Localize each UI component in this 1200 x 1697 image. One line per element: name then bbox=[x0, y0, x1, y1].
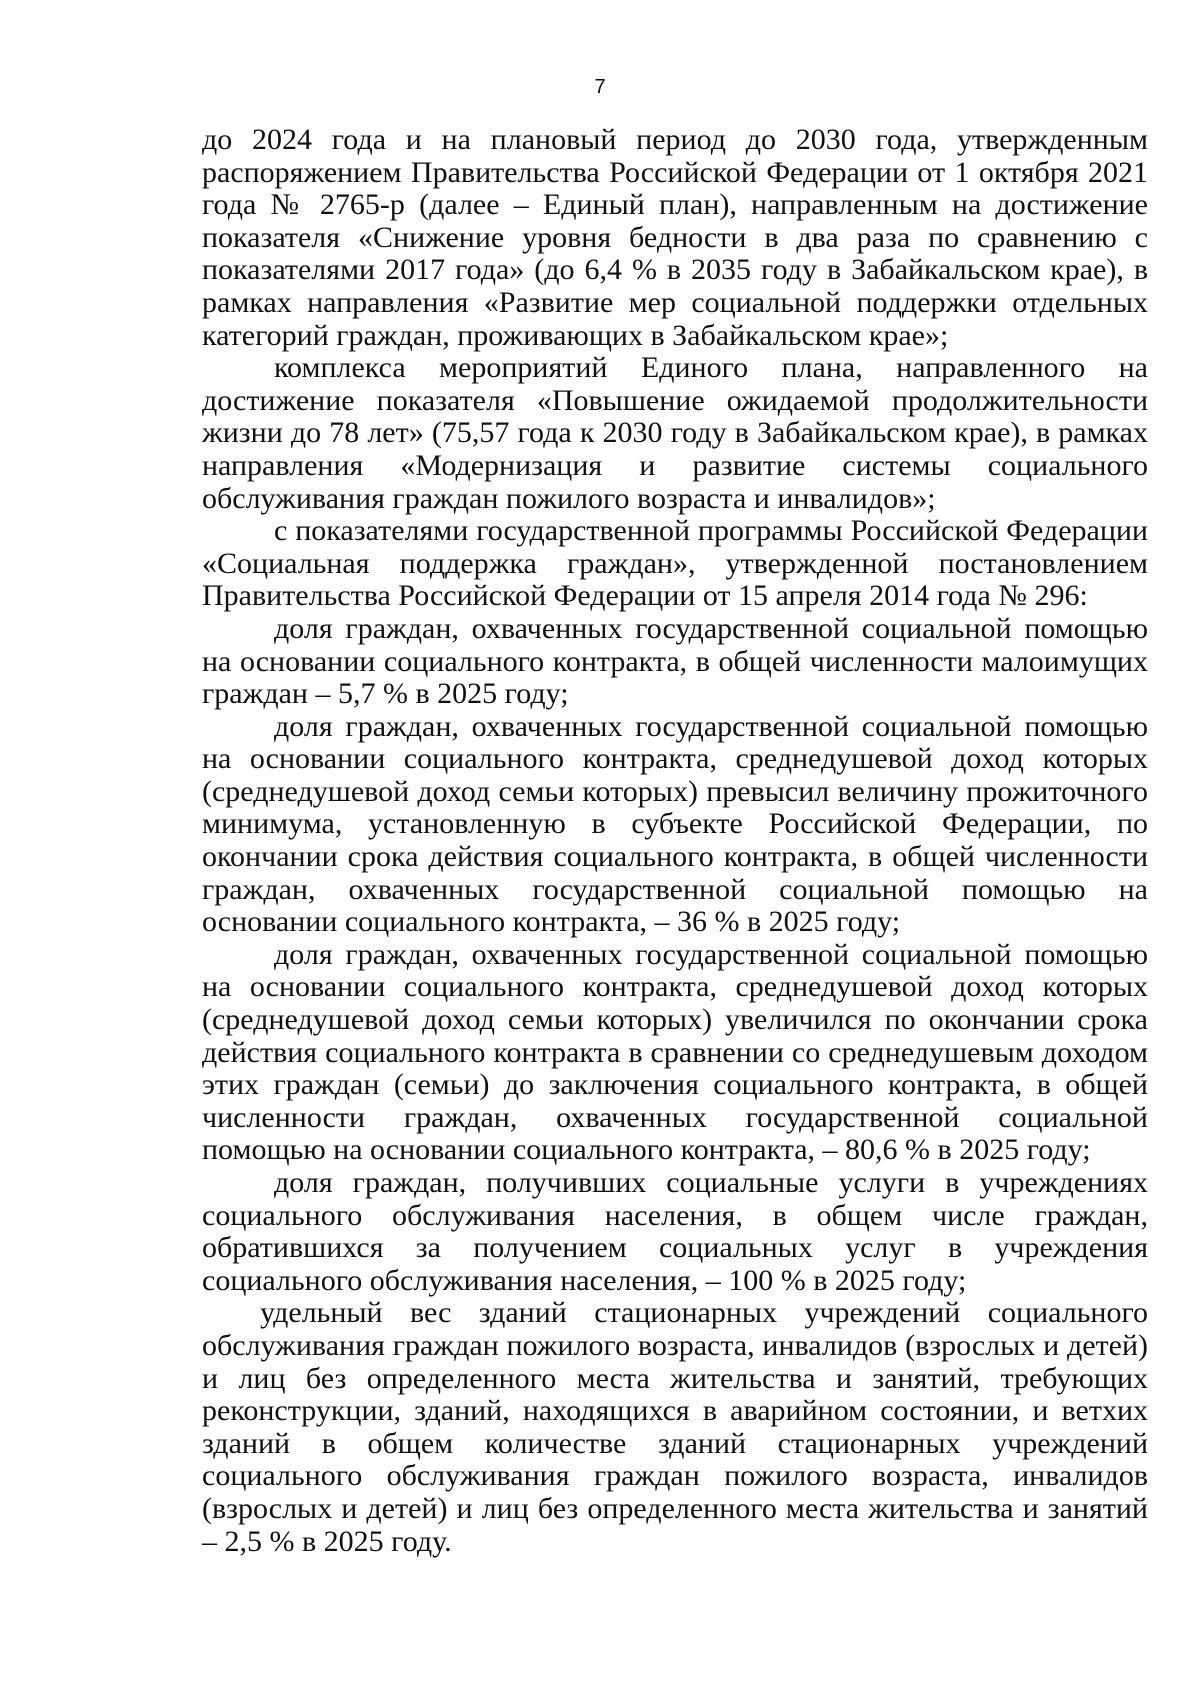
paragraph: удельный вес зданий стационарных учреждений социального обслуживания граждан пожилого возраста, инвалидов (взрослых и детей) и лиц без определенного места жительства и занятий, требующих реконструкции, зданий, находящихся в аварийном состоянии, и ветхих зданий в общем количестве зданий стационарных учреждений социального обслуживания граждан пожилого возраста, инвалидов (взрослых и детей) и лиц без определенного места жительства и занятий – 2,5 % в 2025 году. bbox=[202, 1296, 1148, 1558]
paragraph: доля граждан, получивших социальные услуги в учреждениях социального обслуживания населения, в общем числе граждан, обратившихся за получением социальных услуг в учреждения социального обслуживания населения, – 100 % в 2025 году; bbox=[202, 1166, 1148, 1297]
paragraph: до 2024 года и на плановый период до 2030 года, утвержденным распоряжением Правительства Российской Федерации от 1 октября 2021 года № 2765-р (далее – Единый план), направленным на достижение показателя «Снижение уровня бедности в два раза по сравнению с показателями 2017 года» (до 6,4 % в 2035 году в Забайкальском крае), в рамках направления «Развитие мер социальной поддержки отдельных категорий граждан, проживающих в Забайкальском крае»; bbox=[202, 123, 1148, 352]
paragraph: доля граждан, охваченных государственной социальной помощью на основании социального контракта, среднедушевой доход которых (среднедушевой доход семьи которых) превысил величину прожиточного минимума, установленную в субъекте Российской Федерации, по окончании срока действия социального контракта, в общей численности граждан, охваченных государственной социальной помощью на основании социального контракта, – 36 % в 2025 году; bbox=[202, 709, 1148, 939]
paragraph: комплекса мероприятий Единого плана, направленного на достижение показателя «Повышение ожидаемой продолжительности жизни до 78 лет» (75,57 года к 2030 году в Забайкальском крае), в рамках направления «Модернизация и развитие системы социального обслуживания граждан пожилого возраста и инвалидов»; bbox=[202, 351, 1148, 515]
document-body bbox=[202, 124, 1148, 1558]
paragraph: доля граждан, охваченных государственной социальной помощью на основании социального контракта, среднедушевой доход которых (среднедушевой доход семьи которых) увеличился по окончании срока действия социального контракта в сравнении со среднедушевым доходом этих граждан (семьи) до заключения социального контракта, в общей численности граждан, охваченных государственной социальной помощью на основании социального контракта, – 80,6 % в 2025 году; bbox=[202, 937, 1148, 1167]
paragraph: доля граждан, охваченных государственной социальной помощью на основании социального контракта, в общей численности малоимущих граждан – 5,7 % в 2025 году; bbox=[202, 611, 1148, 711]
paragraph: с показателями государственной программы Российской Федерации «Социальная поддержка граждан», утвержденной постановлением Правительства Российской Федерации от 15 апреля 2014 года № 296: bbox=[202, 514, 1148, 613]
page-number: 7 bbox=[594, 76, 606, 98]
